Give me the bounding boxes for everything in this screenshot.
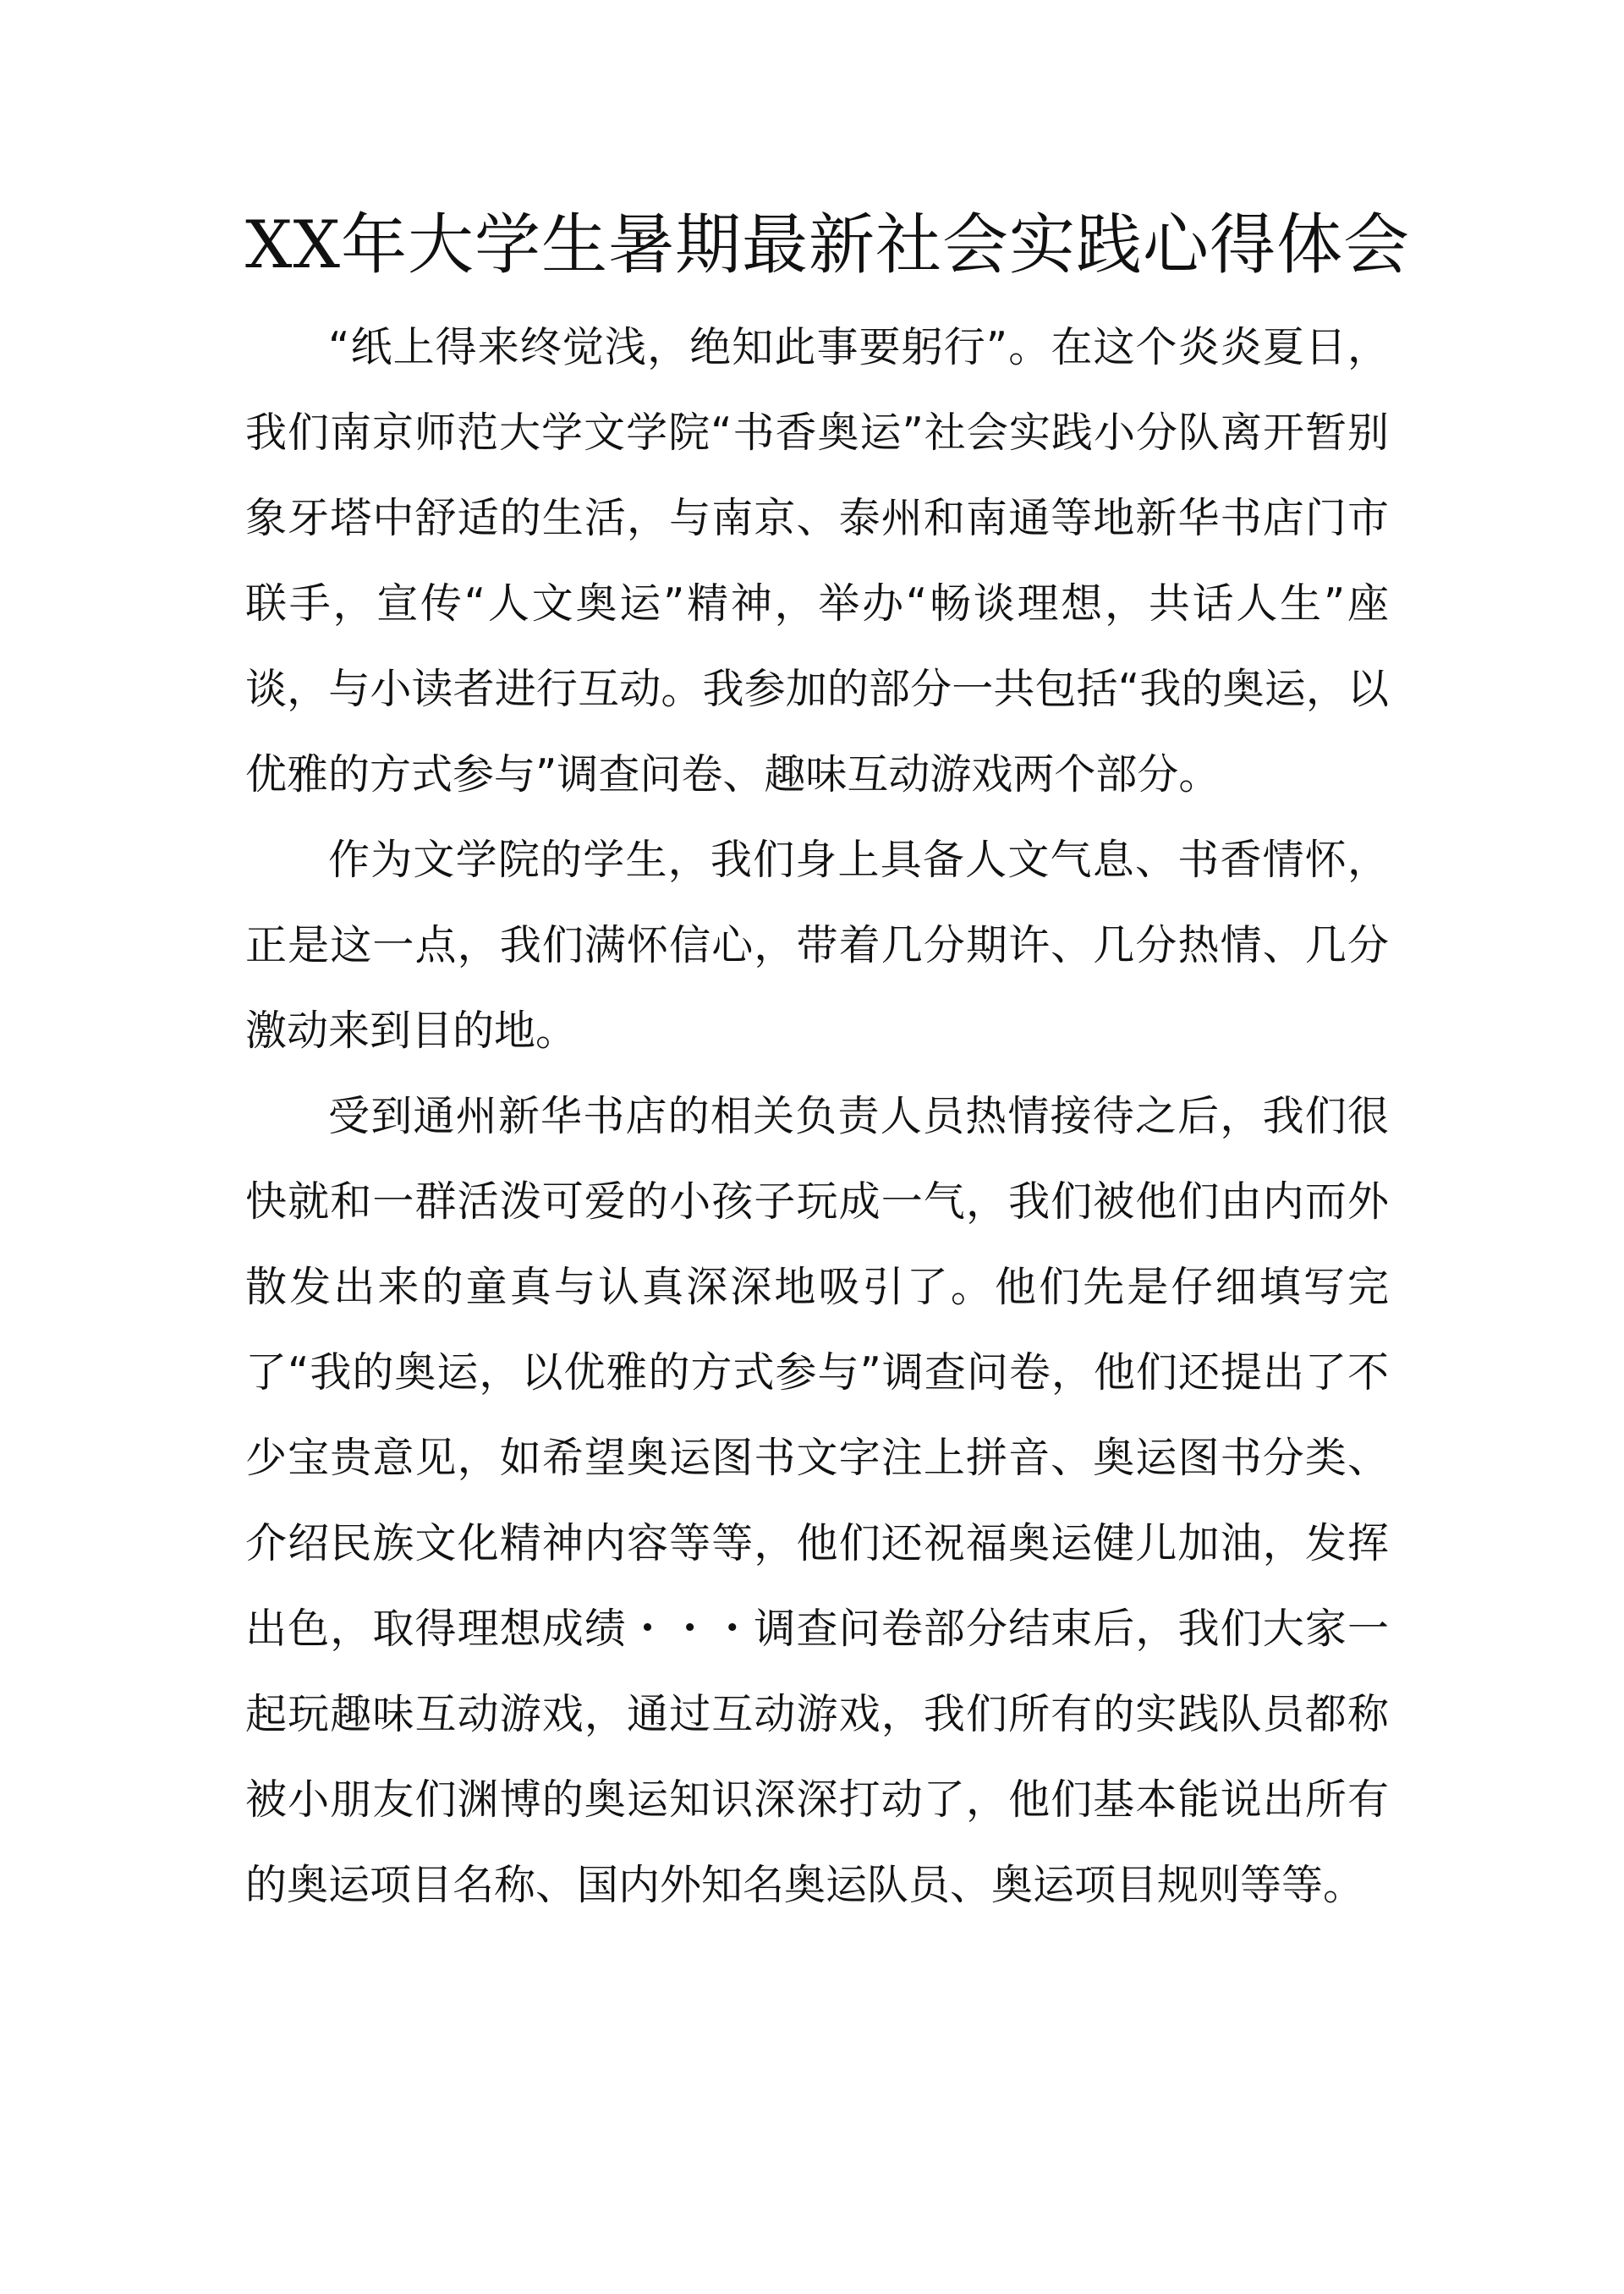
paragraph-2: 作为文学院的学生，我们身上具备人文气息、书香情怀，正是这一点，我们满怀信心，带着几分期许、几分热情、几分激动来到目的地。 <box>245 836 1389 1055</box>
document-page <box>245 193 1411 1928</box>
paragraph-1: “纸上得来终觉浅，绝知此事要躬行”。在这个炎炎夏日，我们南京师范大学文学院“书香奥运”社会实践小分队离开暂别象牙塔中舒适的生活，与南京、泰州和南通等地新华书店门市联手，宣传“人文奥运”精神，举办“畅谈理想，共话人生”座谈，与小读者进行互动。我参加的部分一共包括“我的奥运，以优雅的方式参与”调查问卷、趣味互动游戏两个部分。 <box>245 323 1389 799</box>
document-title: XX年大学生暑期最新社会实践心得体会 <box>245 207 1411 283</box>
paragraph-3: 受到通州新华书店的相关负责人员热情接待之后，我们很快就和一群活泼可爱的小孩子玩成一气，我们被他们由内而外散发出来的童真与认真深深地吸引了。他们先是仔细填写完了“我的奥运，以优雅的方式参与”调查问卷，他们还提出了不少宝贵意见，如希望奥运图书文字注上拼音、奥运图书分类、介绍民族文化精神内容等等，他们还祝福奥运健儿加油，发挥出色，取得理想成绩・・・调查问卷部分结束后，我们大家一起玩趣味互动游戏，通过互动游戏，我们所有的实践队员都称被小朋友们渊博的奥运知识深深打动了，他们基本能说出所有的奥运项目名称、国内外知名奥运队员、奥运项目规则等等。 <box>245 1092 1389 1909</box>
